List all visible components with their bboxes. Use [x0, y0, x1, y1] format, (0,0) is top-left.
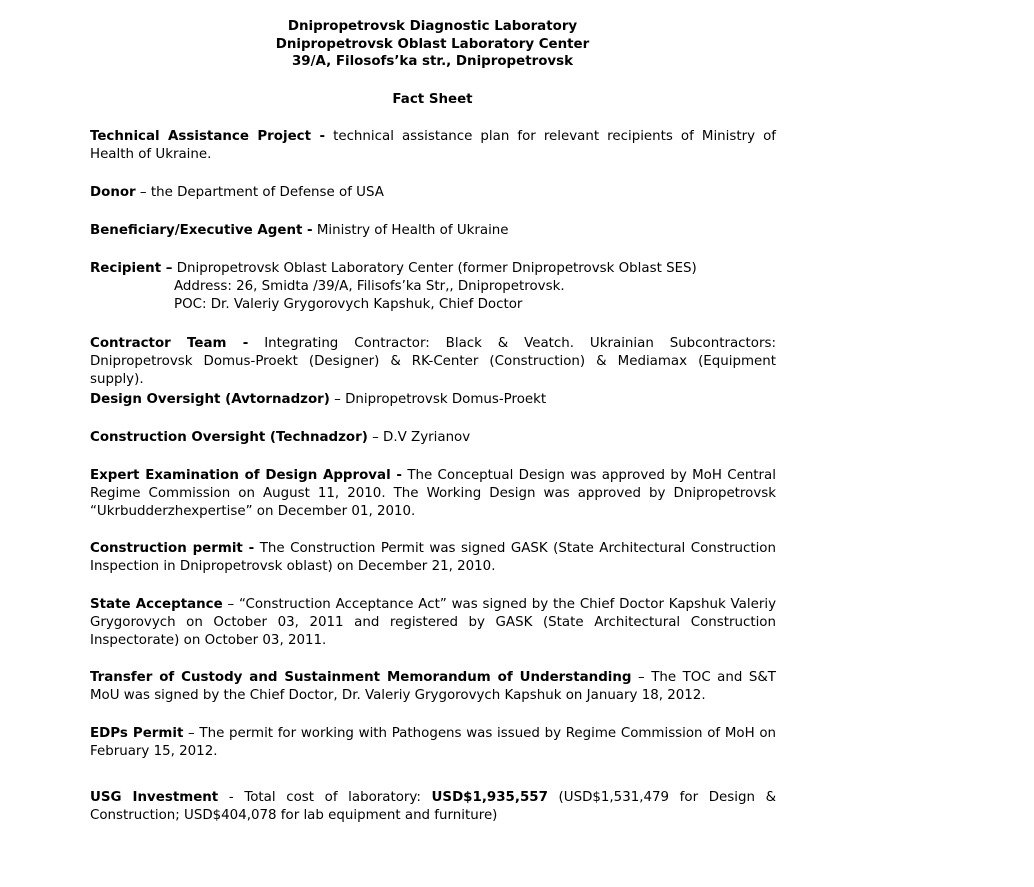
total-cost-value: USD$1,935,557	[431, 790, 548, 805]
section-text: – D.V Zyrianov	[372, 430, 471, 445]
section-label: EDPs Permit	[90, 726, 184, 741]
section-label: Recipient –	[90, 261, 173, 276]
section-label: State Acceptance	[90, 597, 223, 612]
section-text: The Conceptual Design was approved by MoH Central Regime Commission on August 11, 2010. The Working Design was approved by Dnipropetrovsk “Ukrbudderzhexpertise” on December 01, 2010.	[90, 468, 776, 519]
section-text: – The permit for working with Pathogens was issued by Regime Commission of MoH on February 15, 2012.	[90, 726, 776, 759]
section-label: Design Oversight (Avtornadzor)	[90, 392, 330, 407]
recipient-address: Address: 26, Smidta /39/A, Filisofs’ka Str‚, Dnipropetrovsk.	[174, 279, 565, 294]
section-edps-permit	[90, 725, 776, 761]
section-label: Technical Assistance Project -	[90, 129, 326, 144]
section-transfer-custody	[90, 669, 776, 705]
section-technical-assistance	[90, 128, 776, 164]
section-construction-oversight	[90, 429, 776, 447]
section-design-oversight	[90, 391, 776, 409]
section-usg-investment	[90, 789, 776, 825]
cost-breakdown: (USD$1,531,479 for Design & Construction; USD$404,078 for lab equipment and furniture)	[90, 790, 777, 823]
section-text: – The TOC and S&T MoU was signed by the Chief Doctor, Dr. Valeriy Grygorovych Kapshuk on January 18, 2012.	[90, 670, 776, 703]
fact-sheet-title: Fact Sheet	[392, 92, 473, 107]
section-text: technical assistance plan for relevant recipients of Ministry of Health of Ukraine.	[90, 129, 776, 162]
section-label: USG Investment	[90, 790, 219, 805]
header-line-3: 39/A, Filosofs’ka str., Dnipropetrovsk	[291, 54, 574, 69]
section-text: Integrating Contractor: Black & Veatch. Ukrainian Subcontractors: Dnipropetrovsk Domus-Proekt (Designer) & RK-Center (Construction) & Mediamax (Equipment supply).	[90, 336, 776, 387]
section-recipient	[90, 260, 776, 314]
section-label: Construction permit -	[90, 541, 255, 556]
section-beneficiary	[90, 222, 776, 240]
recipient-poc: POC: Dr. Valeriy Grygorovych Kapshuk, Chief Doctor	[174, 297, 523, 312]
section-expert-examination	[90, 467, 776, 521]
section-label: Expert Examination of Design Approval -	[90, 468, 402, 483]
header-line-1: Dnipropetrovsk Diagnostic Laboratory	[287, 19, 578, 34]
section-contractor-team	[90, 335, 776, 389]
section-donor	[90, 184, 776, 202]
section-text: – the Department of Defense of USA	[139, 185, 384, 200]
section-state-acceptance	[90, 596, 776, 650]
section-label: Transfer of Custody and Sustainment Memorandum of Understanding	[90, 670, 632, 685]
document-header	[90, 18, 775, 71]
section-text: Dnipropetrovsk Oblast Laboratory Center (former Dnipropetrovsk Oblast SES)	[176, 261, 697, 276]
section-text: – “Construction Acceptance Act” was signed by the Chief Doctor Kapshuk Valeriy Grygorovych on October 03, 2011 and registered by GASK (State Architectural Construction Inspectorate) on October 03, 2011.	[90, 597, 776, 648]
section-text: – Dnipropetrovsk Domus-Proekt	[334, 392, 547, 407]
section-label: Donor	[90, 185, 136, 200]
header-line-2: Dnipropetrovsk Oblast Laboratory Center	[275, 36, 590, 52]
section-text: Ministry of Health of Ukraine	[316, 223, 509, 238]
section-text: The Construction Permit was signed GASK (State Architectural Construction Inspection in Dnipropetrovsk oblast) on December 21, 2010.	[90, 541, 776, 574]
section-text: - Total cost of laboratory:	[228, 790, 421, 805]
section-label: Construction Oversight (Technadzor)	[90, 430, 368, 445]
section-label: Beneficiary/Executive Agent -	[90, 223, 313, 238]
section-construction-permit	[90, 540, 776, 576]
section-label: Contractor Team -	[90, 336, 249, 351]
